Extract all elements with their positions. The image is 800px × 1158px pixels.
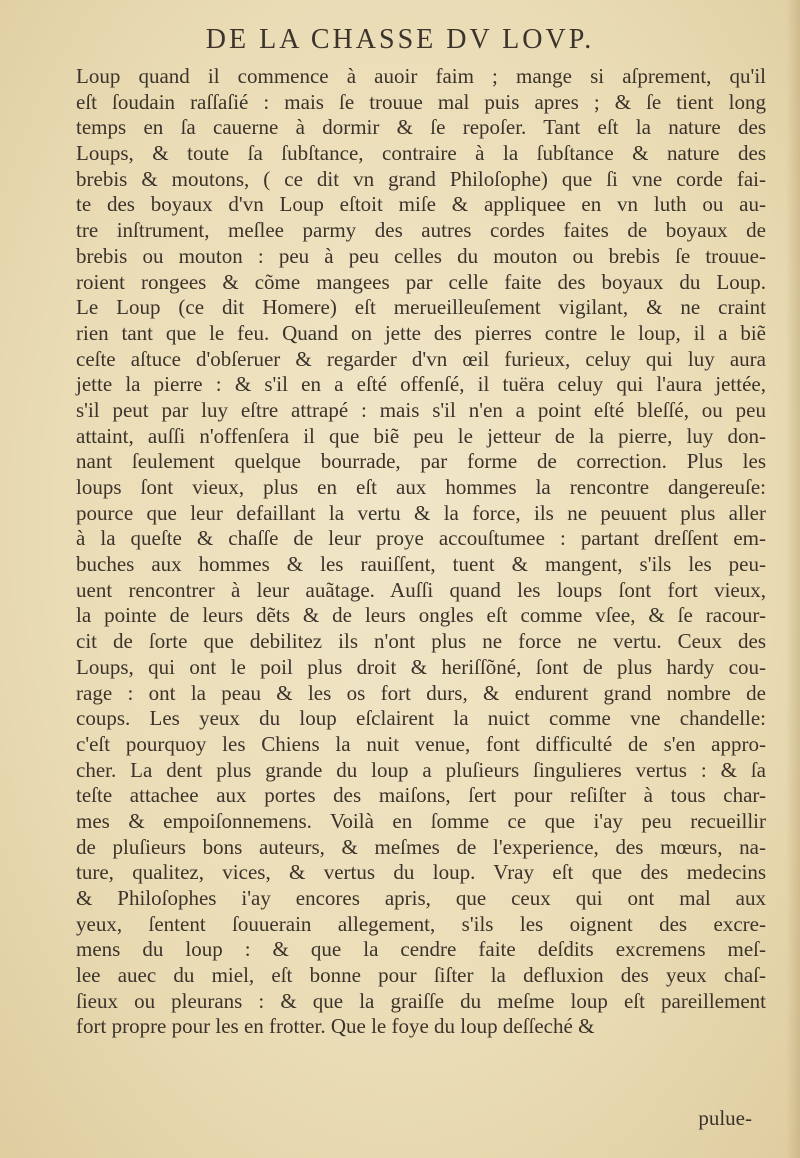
- text-line: brebis ou mouton : peu à peu celles du mouton ou brebis ſe trouue-: [76, 243, 766, 268]
- text-line: ceſte aſtuce d'obſeruer & regarder d'vn œil furieux, celuy qui luy aura: [76, 346, 766, 371]
- text-line: lee auec du miel, eſt bonne pour ſiſter la defluxion des yeux chaſ-: [76, 963, 766, 988]
- text-line: fort propre pour les en frotter. Que le foye du loup deſſeché &: [76, 1014, 595, 1039]
- text-line: s'il peut par luy eſtre attrapé : mais s'il n'en a point eſté bleſſé, ou peu: [76, 397, 766, 422]
- text-line: loups ſont vieux, plus en eſt aux hommes la rencontre dangereuſe:: [76, 475, 766, 499]
- text-line: cit de ſorte que debilitez ils n'ont plus ne force ne vertu. Ceux des: [76, 629, 766, 654]
- text-line: ture, qualitez, vices, & vertus du loup. Vray eſt que des medecins: [76, 860, 766, 885]
- text-line: temps en ſa cauerne à dormir & ſe repoſer. Tant eſt la nature des: [76, 115, 766, 140]
- text-line: eſt ſoudain raſſaſié : mais ſe trouue mal puis apres ; & ſe tient long: [76, 89, 766, 114]
- text-line: rien tant que le feu. Quand on jette des pierres contre le loup, il a biẽ: [76, 320, 766, 345]
- text-line: teſte attachee aux portes des maiſons, ſert pour reſiſter à tous char-: [76, 783, 766, 808]
- text-line: c'eſt pourquoy les Chiens la nuit venue, font difficulté de s'en appro-: [76, 731, 766, 756]
- body-text: [76, 64, 766, 1040]
- text-line: mes & empoiſonnemens. Voilà en ſomme ce que i'ay peu recueillir: [76, 808, 766, 833]
- text-line: Le Loup (ce dit Homere) eſt merueilleuſement vigilant, & ne craint: [76, 295, 766, 320]
- running-head: DE LA CHASSE DV LOVP.: [205, 24, 595, 55]
- text-line: la pointe de leurs dẽts & de leurs ongles eſt comme vſee, & ſe racour-: [76, 603, 766, 628]
- text-line: yeux, ſentent ſouuerain allegement, s'ils les oignent des excre-: [76, 911, 766, 936]
- text-line: à la queſte & chaſſe de leur proye accouſtumee : partant dreſſent em-: [76, 526, 766, 551]
- text-line: de pluſieurs bons auteurs, & meſmes de l'experience, des mœurs, na-: [76, 834, 766, 859]
- text-line: Loup quand il commence à auoir faim ; mange si aſprement, qu'il: [76, 64, 766, 88]
- text-line: nant ſeulement quelque bourrade, par forme de correction. Plus les: [76, 449, 766, 474]
- text-line: Loups, qui ont le poil plus droit & heriſſõné, ſont de plus hardy cou-: [76, 654, 766, 679]
- text-line: jette la pierre : & s'il en a eſté offenſé, il tuëra celuy qui l'aura jettée,: [76, 372, 766, 397]
- text-line: ſieux ou pleurans : & que la graiſſe du meſme loup eſt pareillement: [76, 988, 766, 1013]
- text-line: roient rongees & cõme mangees par celle faite des boyaux du Loup.: [76, 269, 766, 294]
- text-line: mens du loup : & que la cendre faite deſdits excremens meſ-: [76, 937, 766, 962]
- text-line: & Philoſophes i'ay encores apris, que ceux qui ont mal aux: [76, 886, 766, 910]
- text-line: uent rencontrer à leur auãtage. Auſſi quand les loups ſont fort vieux,: [76, 577, 766, 602]
- text-line: coups. Les yeux du loup eſclairent la nuict comme vne chandelle:: [76, 706, 766, 731]
- text-line: te des boyaux d'vn Loup eſtoit miſe & appliquee en vn luth ou au-: [76, 192, 766, 217]
- text-line: rage : ont la peau & les os fort durs, & endurent grand nombre de: [76, 680, 766, 705]
- catchword: pulue-: [698, 1106, 752, 1130]
- text-line: pource que leur defaillant la vertu & la force, ils ne peuuent plus aller: [76, 500, 766, 525]
- page-edge-shadow: [786, 0, 800, 1158]
- text-line: attaint, auſſi n'offenſera il que biẽ peu le jetteur de la pierre, luy don-: [76, 423, 766, 448]
- text-line: buches aux hommes & les rauiſſent, tuent & mangent, s'ils les peu-: [76, 552, 766, 577]
- text-line: brebis & moutons, ( ce dit vn grand Philoſophe) que ſi vne corde fai-: [76, 166, 766, 191]
- text-line: cher. La dent plus grande du loup a pluſieurs ſingulieres vertus : & ſa: [76, 757, 766, 782]
- text-line: Loups, & toute ſa ſubſtance, contraire à la ſubſtance & nature des: [76, 141, 766, 166]
- text-line: tre inſtrument, meſlee parmy des autres cordes faites de boyaux de: [76, 218, 766, 243]
